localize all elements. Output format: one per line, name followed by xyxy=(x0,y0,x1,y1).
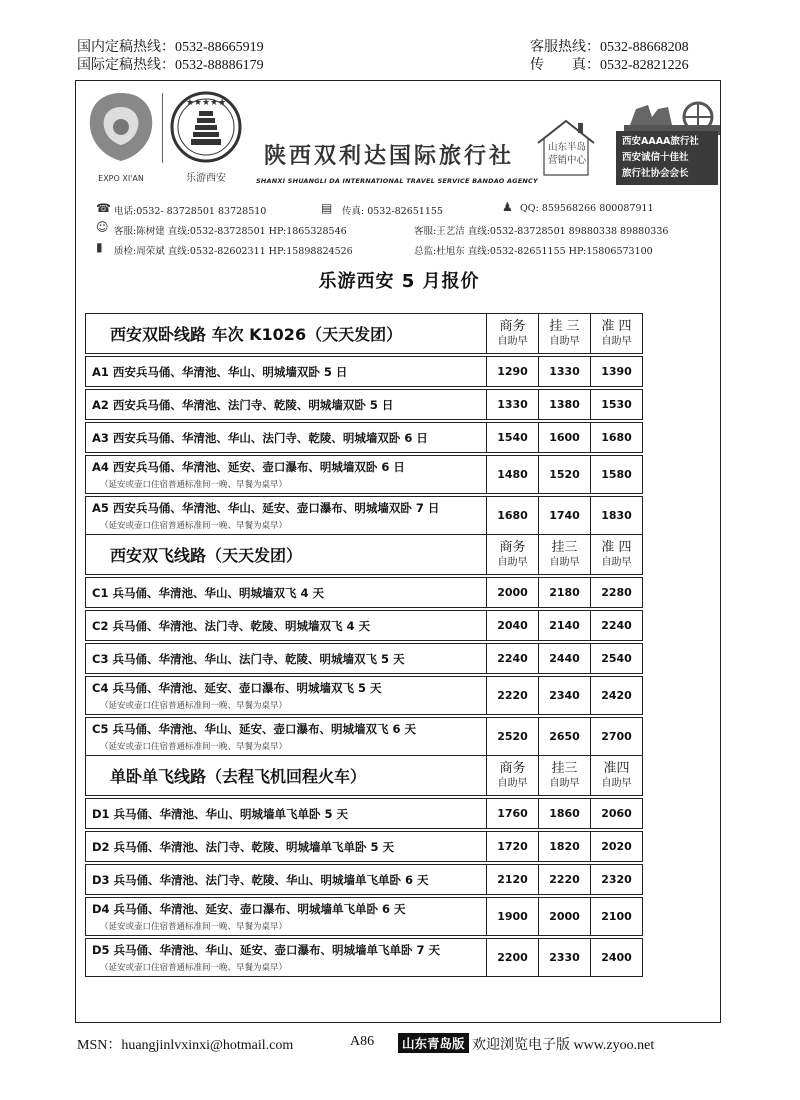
price-cell: 2020 xyxy=(591,832,643,862)
route-note: （延安或壶口住宿普通标准间一晚、早餐为桌早） xyxy=(100,701,288,711)
column-header xyxy=(539,314,591,354)
pagoda-seal-icon xyxy=(166,87,246,187)
route-cell xyxy=(86,898,487,936)
room-class-label: 商务 xyxy=(499,540,526,555)
route-name: C4 兵马俑、华清池、延安、壶口瀑布、明城墙双飞 5 天 xyxy=(92,681,382,695)
mobile-icon: ▮ xyxy=(96,240,103,254)
table-row xyxy=(86,644,643,674)
price-cell: 2440 xyxy=(539,644,591,674)
breakfast-label: 自助早 xyxy=(549,778,580,789)
route-name: A1 西安兵马俑、华清池、华山、明城墙双卧 5 日 xyxy=(92,364,348,379)
route-name: D1 兵马俑、华清池、华山、明城墙单飞单卧 5 天 xyxy=(92,806,349,821)
price-cell: 1900 xyxy=(487,898,539,936)
price-cell: 2240 xyxy=(591,611,643,641)
breakfast-label: 自助早 xyxy=(601,557,632,568)
breakfast-label: 自助早 xyxy=(549,557,580,568)
route-name: C1 兵马俑、华清池、华山、明城墙双飞 4 天 xyxy=(92,585,324,600)
table-row xyxy=(86,423,643,453)
table-row xyxy=(86,865,643,895)
page-number: A86 xyxy=(350,1034,375,1049)
column-header xyxy=(591,756,643,796)
price-cell: 2320 xyxy=(591,865,643,895)
price-cell: 1860 xyxy=(539,799,591,829)
route-cell xyxy=(86,718,487,756)
price-cell: 2340 xyxy=(539,677,591,715)
price-cell: 1830 xyxy=(591,497,643,535)
room-class-label: 商务 xyxy=(499,761,526,776)
price-cell: 1820 xyxy=(539,832,591,862)
breakfast-label: 自助早 xyxy=(497,778,528,789)
route-cell xyxy=(86,611,487,641)
breakfast-label: 自助早 xyxy=(601,778,632,789)
price-cell: 1290 xyxy=(487,357,539,387)
room-class-label: 挂三 xyxy=(551,761,578,776)
breakfast-label: 自助早 xyxy=(549,336,580,347)
column-header xyxy=(487,756,539,796)
service-hotline: 客服热线：0532-88668208 xyxy=(530,40,689,55)
section-title: 西安双卧线路 车次 K1026（天天发团） xyxy=(86,314,487,354)
column-header xyxy=(487,314,539,354)
price-cell: 1680 xyxy=(487,497,539,535)
price-cell: 1330 xyxy=(487,390,539,420)
price-cell: 2000 xyxy=(539,898,591,936)
route-cell xyxy=(86,423,487,453)
route-name: C3 兵马俑、华清池、华山、法门寺、乾陵、明城墙双飞 5 天 xyxy=(92,651,405,666)
route-cell xyxy=(86,865,487,895)
route-cell xyxy=(86,390,487,420)
agency-english-name: SHANXI SHUANGLI DA INTERNATIONAL TRAVEL SERVICE BANDAO AGENCY xyxy=(256,177,538,185)
route-name: D3 兵马俑、华清池、法门寺、乾陵、华山、明城墙单飞单卧 6 天 xyxy=(92,872,429,887)
route-name: A2 西安兵马俑、华清池、法门寺、乾陵、明城墙双卧 5 日 xyxy=(92,397,394,412)
column-header xyxy=(539,756,591,796)
price-cell: 2220 xyxy=(539,865,591,895)
price-cell: 1580 xyxy=(591,456,643,494)
qq-icon: ♟ xyxy=(502,200,513,214)
page-title: 乐游西安 5 月报价 xyxy=(318,271,480,292)
room-class-label: 商务 xyxy=(499,319,526,334)
room-class-label: 准四 xyxy=(603,761,630,776)
room-class-label: 挂 三 xyxy=(549,319,580,334)
section-header-row xyxy=(86,535,643,575)
price-cell: 1480 xyxy=(487,456,539,494)
price-cell: 2700 xyxy=(591,718,643,756)
svg-text:乐游西安: 乐游西安 xyxy=(186,173,226,184)
section-header-row xyxy=(86,314,643,354)
price-cell: 2180 xyxy=(539,578,591,608)
price-cell: 1530 xyxy=(591,390,643,420)
column-header xyxy=(591,314,643,354)
price-cell: 1380 xyxy=(539,390,591,420)
price-cell: 1680 xyxy=(591,423,643,453)
svg-text:★★★★★: ★★★★★ xyxy=(185,98,227,108)
price-cell: 2000 xyxy=(487,578,539,608)
price-cell: 2280 xyxy=(591,578,643,608)
room-class-label: 准 四 xyxy=(601,319,632,334)
price-cell: 2100 xyxy=(591,898,643,936)
route-note: （延安或壶口住宿普通标准间一晚、早餐为桌早） xyxy=(100,742,288,752)
table-row xyxy=(86,456,643,494)
price-cell: 2220 xyxy=(487,677,539,715)
price-cell: 1390 xyxy=(591,357,643,387)
route-name: C2 兵马俑、华清池、法门寺、乾陵、明城墙双飞 4 天 xyxy=(92,618,370,633)
honor-badges: 西安AAAA旅行社 西安诚信十佳社 旅行社协会会长 xyxy=(616,131,718,185)
price-cell: 1760 xyxy=(487,799,539,829)
table-row xyxy=(86,677,643,715)
brochure-frame xyxy=(75,80,721,1023)
price-cell: 2040 xyxy=(487,611,539,641)
route-name: C5 兵马俑、华清池、华山、延安、壶口瀑布、明城墙双飞 6 天 xyxy=(92,722,416,736)
route-name: A4 西安兵马俑、华清池、延安、壶口瀑布、明城墙双卧 6 日 xyxy=(92,460,405,474)
price-cell: 2120 xyxy=(487,865,539,895)
table-row xyxy=(86,799,643,829)
route-note: （延安或壶口住宿普通标准间一晚、早餐为桌早） xyxy=(100,963,288,973)
price-cell: 1720 xyxy=(487,832,539,862)
quality-contact: 质检:周荣斌 直线:0532-82602311 HP:15898824526 xyxy=(114,246,353,257)
table-row xyxy=(86,898,643,936)
table-row xyxy=(86,357,643,387)
qq-contact: QQ: 859568266 800087911 xyxy=(520,203,654,214)
branch-label: 山东半岛 营销中心 xyxy=(547,142,586,166)
column-header xyxy=(487,535,539,575)
price-cell: 1330 xyxy=(539,357,591,387)
column-header xyxy=(591,535,643,575)
intl-hotline: 国际定稿热线：0532-88886179 xyxy=(77,58,264,73)
service-person-icon: ☺ xyxy=(96,220,109,234)
route-note: （延安或壶口住宿普通标准间一晚、早餐为桌早） xyxy=(100,480,288,490)
svg-text:EXPO XI'AN: EXPO XI'AN xyxy=(98,174,144,183)
fax-icon: ▤ xyxy=(321,201,333,215)
room-class-label: 挂三 xyxy=(551,540,578,555)
price-cell: 2520 xyxy=(487,718,539,756)
route-cell xyxy=(86,357,487,387)
price-cell: 1540 xyxy=(487,423,539,453)
route-name: A5 西安兵马俑、华清池、华山、延安、壶口瀑布、明城墙双卧 7 日 xyxy=(92,501,440,515)
price-cell: 2200 xyxy=(487,939,539,977)
table-row xyxy=(86,497,643,535)
phone-contact: 电话:0532- 83728501 83728510 xyxy=(114,206,267,217)
footer-website: 欢迎浏览电子版 www.zyoo.net xyxy=(472,1038,655,1053)
section-title: 单卧单飞线路（去程飞机回程火车） xyxy=(86,756,487,796)
edition-badge: 山东青岛版 xyxy=(398,1033,469,1053)
breakfast-label: 自助早 xyxy=(497,336,528,347)
route-name: D2 兵马俑、华清池、法门寺、乾陵、明城墙单飞单卧 5 天 xyxy=(92,839,395,854)
table-row xyxy=(86,390,643,420)
route-name: A3 西安兵马俑、华清池、华山、法门寺、乾陵、明城墙双卧 6 日 xyxy=(92,430,428,445)
section-title: 西安双飞线路（天天发团） xyxy=(86,535,487,575)
route-cell xyxy=(86,644,487,674)
section-header-row xyxy=(86,756,643,796)
agency-name: 陕西双利达国际旅行社 xyxy=(264,143,515,169)
table-row xyxy=(86,939,643,977)
logo-divider xyxy=(162,93,163,163)
service-contact-2: 客服:王艺洁 直线:0532-83728501 89880338 89880336 xyxy=(414,226,669,237)
route-note: （延安或壶口住宿普通标准间一晚、早餐为桌早） xyxy=(100,521,288,531)
price-cell: 1600 xyxy=(539,423,591,453)
domestic-hotline: 国内定稿热线：0532-88665919 xyxy=(77,40,264,55)
price-table xyxy=(85,313,643,977)
service-contact: 客服:陈树建 直线:0532-83728501 HP:1865328546 xyxy=(114,226,347,237)
route-cell xyxy=(86,497,487,535)
price-cell: 2650 xyxy=(539,718,591,756)
table-row xyxy=(86,578,643,608)
price-cell: 2140 xyxy=(539,611,591,641)
manager-contact: 总监:杜旭东 直线:0532-82651155 HP:15806573100 xyxy=(414,246,653,257)
phone-icon: ☎ xyxy=(96,201,111,215)
fax-contact: 传真: 0532-82651155 xyxy=(342,206,443,217)
fax-line: 传 真：0532-82821226 xyxy=(530,58,689,73)
route-note: （延安或壶口住宿普通标准间一晚、早餐为桌早） xyxy=(100,922,288,932)
price-cell: 2330 xyxy=(539,939,591,977)
expo-logo-icon xyxy=(82,87,160,187)
route-name: D4 兵马俑、华清池、延安、壶口瀑布、明城墙单飞单卧 6 天 xyxy=(92,902,406,916)
price-cell: 2540 xyxy=(591,644,643,674)
table-row xyxy=(86,611,643,641)
price-cell: 2400 xyxy=(591,939,643,977)
table-row xyxy=(86,718,643,756)
breakfast-label: 自助早 xyxy=(601,336,632,347)
price-cell: 2240 xyxy=(487,644,539,674)
terracotta-chariot-icon xyxy=(622,95,722,135)
price-cell: 2060 xyxy=(591,799,643,829)
route-cell xyxy=(86,677,487,715)
route-cell xyxy=(86,799,487,829)
table-row xyxy=(86,832,643,862)
route-cell xyxy=(86,578,487,608)
route-name: D5 兵马俑、华清池、华山、延安、壶口瀑布、明城墙单飞单卧 7 天 xyxy=(92,943,441,957)
price-cell: 1520 xyxy=(539,456,591,494)
price-cell: 2420 xyxy=(591,677,643,715)
route-cell xyxy=(86,832,487,862)
route-cell xyxy=(86,456,487,494)
room-class-label: 准 四 xyxy=(601,540,632,555)
price-cell: 1740 xyxy=(539,497,591,535)
footer-msn: MSN：huangjinlvxinxi@hotmail.com xyxy=(77,1038,294,1053)
breakfast-label: 自助早 xyxy=(497,557,528,568)
route-cell xyxy=(86,939,487,977)
column-header xyxy=(539,535,591,575)
